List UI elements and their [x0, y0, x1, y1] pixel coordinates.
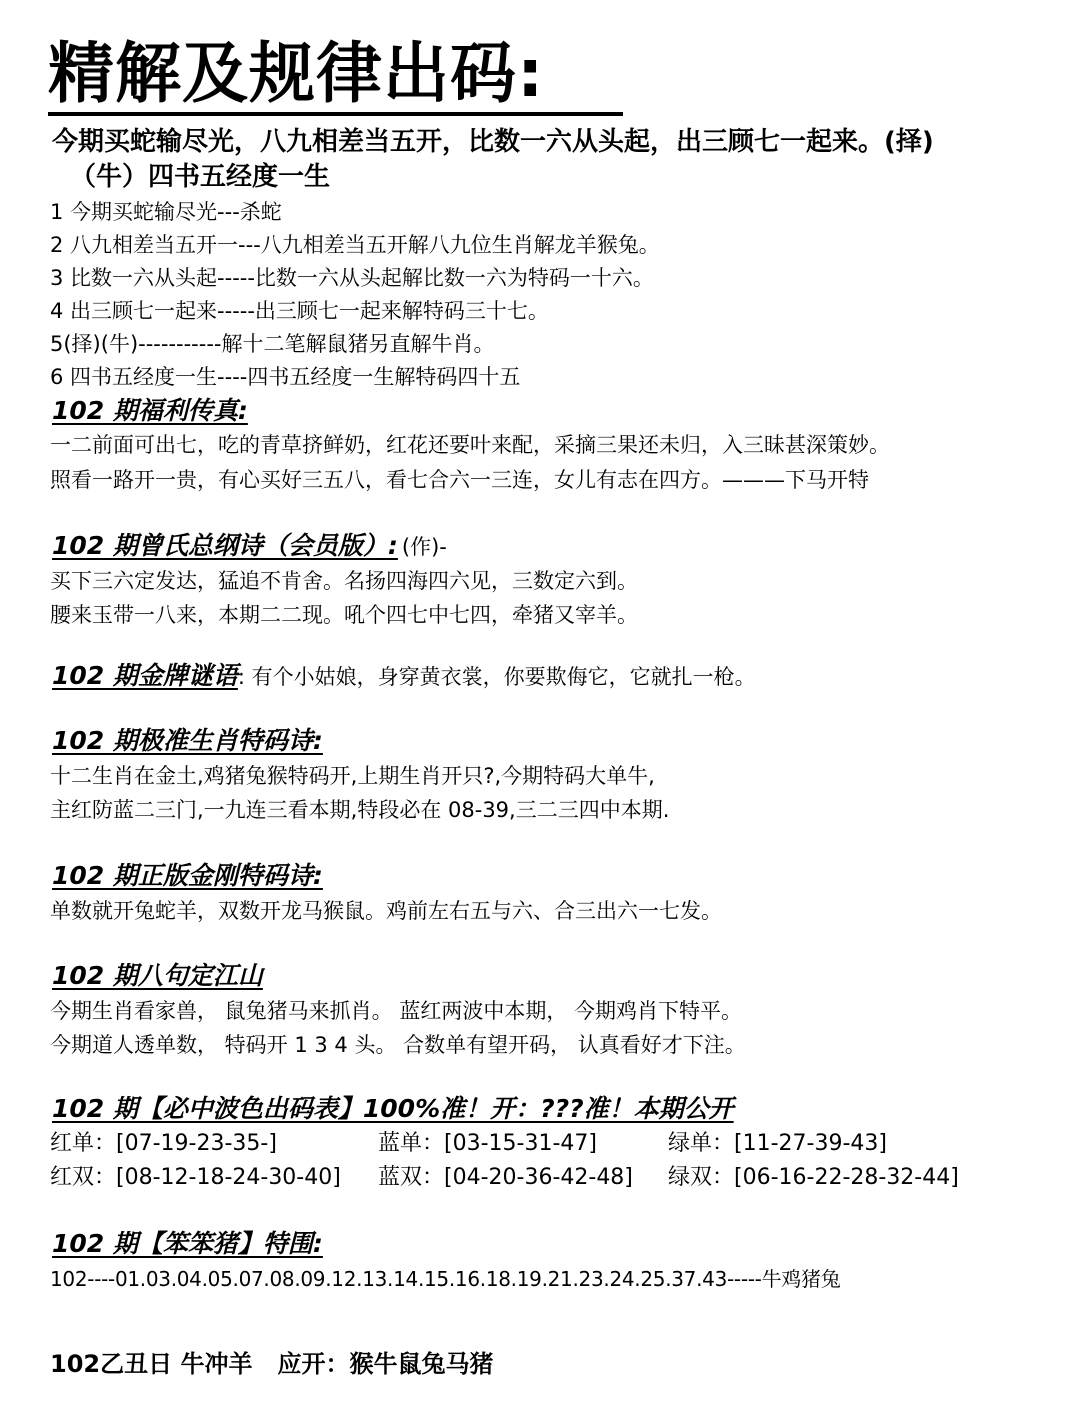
- bajv-line: 今期生肖看家兽， 鼠兔猪马来抓肖。 蓝红两波中本期， 今期鸡肖下特平。: [50, 999, 743, 1023]
- list-item: 3 比数一六从头起-----比数一六从头起解比数一六为特码一十六。: [50, 266, 654, 290]
- zeng-line: 买下三六定发达，猛追不肯舍。名扬四海四六见，三数定六到。: [50, 569, 638, 593]
- intro-line-2: （牛）四书五经度一生: [70, 162, 331, 192]
- bajv-heading: 102 期八句定江山: [52, 961, 263, 990]
- jingang-heading: 102 期正版金刚特码诗:: [52, 861, 323, 890]
- riddle-text: : 有个小姑娘，身穿黄衣裳，你要欺侮它，它就扎一枪。: [237, 665, 756, 689]
- jizhun-heading: 102 期极准生肖特码诗:: [52, 726, 323, 755]
- wave-blue-double: 蓝双：[04-20-36-42-48]: [378, 1165, 633, 1190]
- wave-green-single: 绿单：[11-27-39-43]: [668, 1131, 887, 1156]
- bendan-line: 102----01.03.04.05.07.08.09.12.13.14.15.16.18.19.21.23.24.25.37.43-----牛鸡猪兔: [50, 1267, 841, 1291]
- list-item: 5(择)(牛)-----------解十二笔解鼠猪另直解牛肖。: [50, 332, 495, 356]
- jizhun-line: 主红防蓝二三门,一九连三看本期,特段必在 08-39,三二三四中本期.: [50, 798, 670, 822]
- wave-green-double: 绿双：[06-16-22-28-32-44]: [668, 1165, 959, 1190]
- fuli-line: 照看一路开一贵，有心买好三五八，看七合六一三连，女儿有志在四方。———下马开特: [50, 468, 869, 492]
- wave-red-single: 红单：[07-19-23-35-]: [50, 1131, 277, 1156]
- zeng-heading-suffix: (作)-: [401, 535, 447, 559]
- footer-line: 102乙丑日 牛冲羊 应开：猴牛鼠兔马猪: [50, 1350, 494, 1378]
- bajv-line: 今期道人透单数， 特码开 1 3 4 头。 合数单有望开码， 认真看好才下注。: [50, 1033, 746, 1057]
- bendan-heading: 102 期【笨笨猪】特围:: [52, 1229, 323, 1258]
- wave-row-single: [50, 1129, 887, 1159]
- title-underline: [48, 112, 623, 116]
- list-item: 4 出三顾七一起来-----出三顾七一起来解特码三十七。: [50, 299, 549, 323]
- wave-red-double: 红双：[08-12-18-24-30-40]: [50, 1165, 341, 1190]
- zeng-line: 腰来玉带一八来，本期二二现。吼个四七中七四，牵猪又宰羊。: [50, 603, 638, 627]
- riddle-section: [52, 660, 756, 693]
- list-item: 2 八九相差当五开一---八九相差当五开解八九位生肖解龙羊猴兔。: [50, 233, 660, 257]
- page-title: 精解及规律出码:: [48, 35, 545, 112]
- fuli-heading: 102 期福利传真:: [52, 396, 248, 425]
- wave-row-double: [50, 1163, 959, 1193]
- wave-blue-single: 蓝单：[03-15-31-47]: [378, 1131, 597, 1156]
- fuli-line: 一二前面可出七，吃的青草挤鲜奶，红花还要叶来配，采摘三果还未归，入三昧甚深策妙。: [50, 433, 890, 457]
- jingang-line: 单数就开兔蛇羊，双数开龙马猴鼠。鸡前左右五与六、合三出六一七发。: [50, 899, 722, 923]
- zeng-heading: [52, 530, 447, 563]
- list-item: 1 今期买蛇输尽光---杀蛇: [50, 200, 282, 224]
- list-item: 6 四书五经度一生----四书五经度一生解特码四十五: [50, 365, 521, 389]
- zeng-heading-text: 102 期曾氏总纲诗（会员版）:: [52, 531, 398, 560]
- jizhun-line: 十二生肖在金土,鸡猪兔猴特码开,上期生肖开只?,今期特码大单牛,: [50, 764, 655, 788]
- riddle-heading: 102 期金牌谜语: [52, 661, 238, 690]
- wave-heading: 102 期【必中波色出码表】100%准！开：???准！本期公开: [52, 1094, 734, 1123]
- intro-line-1: 今期买蛇输尽光，八九相差当五开，比数一六从头起，出三顾七一起来。(择): [52, 127, 934, 157]
